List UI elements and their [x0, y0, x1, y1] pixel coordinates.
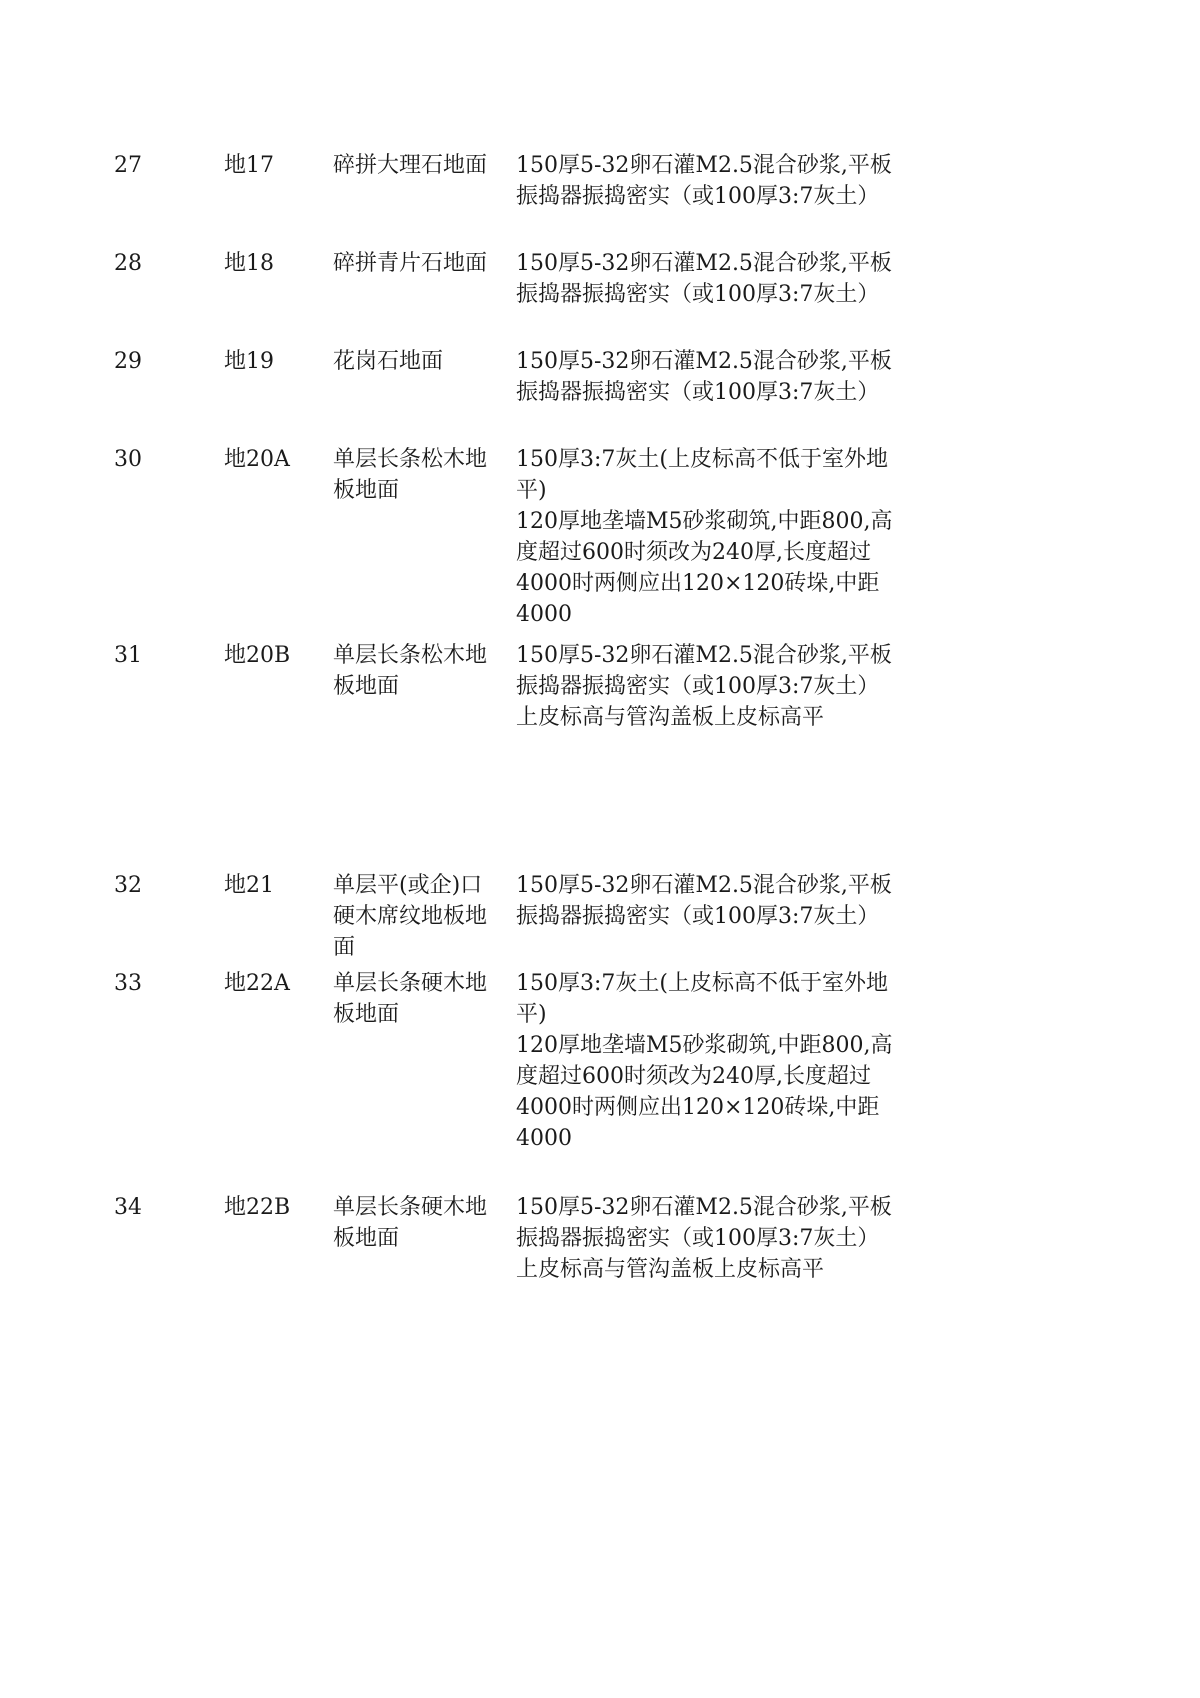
row-code: 地18 [224, 251, 274, 276]
row-name: 单层平(或企)口 硬木席纹地板地 面 [333, 873, 488, 960]
row-code: 地22B [224, 1195, 291, 1220]
row-name: 花岗石地面 [333, 349, 444, 374]
row-name: 单层长条松木地 板地面 [333, 447, 488, 503]
row-name: 单层长条硬木地 板地面 [333, 971, 488, 1027]
row-number: 33 [114, 971, 142, 996]
row-description: 150厚5-32卵石灌M2.5混合砂浆,平板 振捣器振捣密实（或100厚3:7灰土） [516, 873, 892, 929]
row-number: 34 [114, 1195, 142, 1220]
row-number: 31 [114, 643, 142, 668]
row-description: 150厚3:7灰土(上皮标高不低于室外地 平) 120厚地垄墙M5砂浆砌筑,中距800,高 度超过600时须改为240厚,长度超过 4000时两侧应出120×120砖垛,中距 4000 [516, 971, 893, 1151]
row-number: 30 [114, 447, 142, 472]
row-code: 地20A [224, 447, 290, 472]
row-code: 地17 [224, 153, 274, 178]
row-number: 28 [114, 251, 142, 276]
row-code: 地22A [224, 971, 290, 996]
row-name: 单层长条松木地 板地面 [333, 643, 488, 699]
row-number: 32 [114, 873, 142, 898]
row-number: 27 [114, 153, 142, 178]
row-description: 150厚5-32卵石灌M2.5混合砂浆,平板 振捣器振捣密实（或100厚3:7灰土） 上皮标高与管沟盖板上皮标高平 [516, 1195, 892, 1282]
row-description: 150厚5-32卵石灌M2.5混合砂浆,平板 振捣器振捣密实（或100厚3:7灰土） [516, 251, 892, 307]
row-code: 地21 [224, 873, 274, 898]
row-description: 150厚5-32卵石灌M2.5混合砂浆,平板 振捣器振捣密实（或100厚3:7灰土） [516, 349, 892, 405]
row-number: 29 [114, 349, 142, 374]
row-description: 150厚5-32卵石灌M2.5混合砂浆,平板 振捣器振捣密实（或100厚3:7灰土） 上皮标高与管沟盖板上皮标高平 [516, 643, 892, 730]
row-code: 地20B [224, 643, 291, 668]
row-code: 地19 [224, 349, 274, 374]
row-description: 150厚5-32卵石灌M2.5混合砂浆,平板 振捣器振捣密实（或100厚3:7灰土） [516, 153, 892, 209]
row-name: 单层长条硬木地 板地面 [333, 1195, 488, 1251]
row-name: 碎拼大理石地面 [333, 153, 488, 178]
row-description: 150厚3:7灰土(上皮标高不低于室外地 平) 120厚地垄墙M5砂浆砌筑,中距800,高 度超过600时须改为240厚,长度超过 4000时两侧应出120×120砖垛,中距 4000 [516, 447, 893, 627]
row-name: 碎拼青片石地面 [333, 251, 488, 276]
